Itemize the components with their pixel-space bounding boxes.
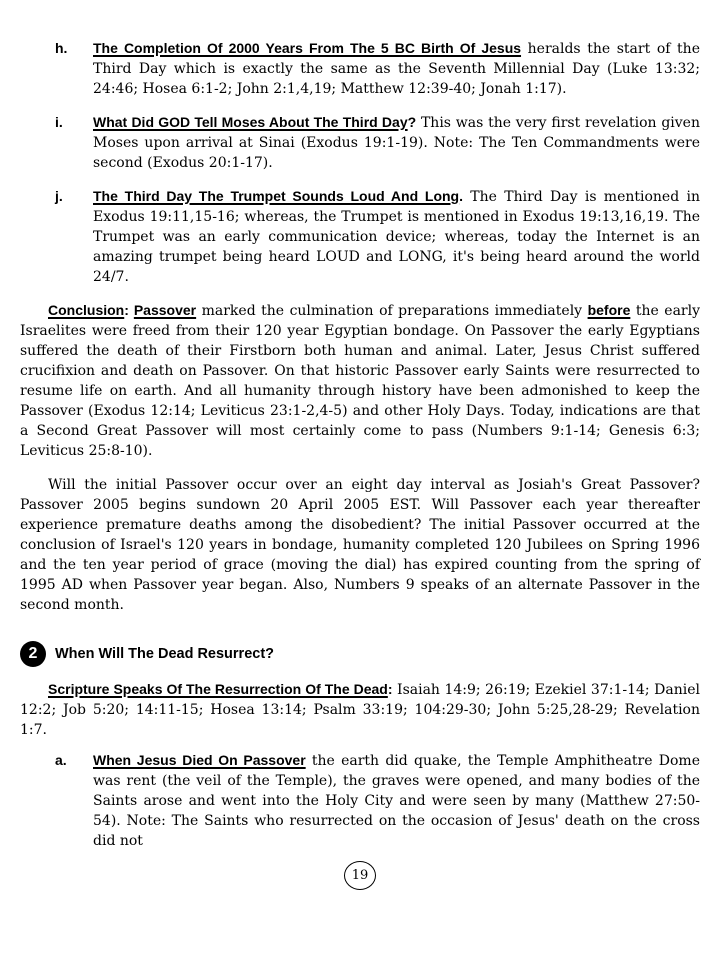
scripture-lead: Scripture Speaks Of The Resurrection Of The Dead (48, 681, 388, 697)
item-h-heading: The Completion Of 2000 Years From The 5 BC Birth Of Jesus (93, 40, 522, 56)
section-title: When Will The Dead Resurrect? (55, 646, 275, 662)
will-passover-paragraph: Will the initial Passover occur over an eight day interval as Josiah's Great Passover? Passover 2005 begins sundown 20 April 2005 EST. Will Passover each year thereafter experience premature deaths among the disobedient? The initial Passover occurred at the conclusion of Israel's 120 years in bondage, humanity completed 120 Jubilees on Spring 1996 and the ten year period of grace (moving the dial) has expired counting from the spring of 1995 AD when Passover year began. Also, Numbers 9 speaks of an alternate Passover in the second month. (20, 477, 700, 613)
item-j-body: The Third Day is mentioned in Exodus 19:11,15-16; whereas, the Trumpet is mentioned in Exodus 19:13,16,19. The Trumpet was an early communication device; whereas, today the Internet is an amazing trumpet being heard LOUD and LONG, it's being heard around the world 24/7. (93, 189, 700, 285)
conclusion-body-1: marked the culmination of preparations immediately (196, 303, 588, 319)
item-j-label: j. (55, 188, 63, 204)
item-j-text (93, 186, 700, 287)
item-i-label: i. (55, 114, 63, 130)
conclusion-body-2: the early Israelites were freed from their 120 year Egyptian bondage. On Passover the early Egyptians suffered the death of their Firstborn both human and animal. Later, Jesus Christ suffered crucifixion and death on Passover. On that historic Passover early Saints were resurrected to resume life on earth. And all humanity through history have been admonished to keep the Passover (Exodus 12:14; Leviticus 23:1-2,4-5) and other Holy Days. Today, indications are that a Second Great Passover will most certainly come to pass (Numbers 9:1-14; Genesis 6:3; Leviticus 25:8-10). (20, 303, 700, 459)
conclusion-paragraph (20, 300, 700, 461)
item-j-heading: The Third Day The Trumpet Sounds Loud And Long (93, 188, 460, 204)
conclusion-before-lead: before (587, 302, 631, 318)
item-a-label: a. (55, 752, 67, 768)
item-i-body: This was the very first revelation given Moses upon arrival at Sinai (Exodus 19:1-19). Note: The Ten Commandments were second (Exodus 20:1-17). (93, 115, 700, 171)
scripture-paragraph (20, 679, 700, 740)
item-i-heading-suffix: ? (407, 114, 417, 130)
conclusion-separator: : (124, 302, 134, 318)
list-item-a (20, 750, 700, 851)
conclusion-lead: Conclusion (48, 302, 125, 318)
page-number-badge (344, 861, 376, 890)
item-a-heading: When Jesus Died On Passover (93, 752, 306, 768)
section-number: 2 (28, 645, 38, 662)
scripture-separator: : (387, 681, 393, 697)
item-a-body: the earth did quake, the Temple Amphitheatre Dome was rent (the veil of the Temple), the graves were opened, and many bodies of the Saints arose and went into the Holy City and were seen by many (Matthew 27:50-54). Note: The Saints who resurrected on the occasion of Jesus' death on the cross did not (93, 753, 700, 849)
item-i-text (93, 112, 700, 173)
item-j-heading-suffix: . (459, 188, 463, 204)
scripture-body: Isaiah 14:9; 26:19; Ezekiel 37:1-14; Daniel 12:2; Job 5:20; 14:11-15; Hosea 13:14; Psalm 33:19; 104:29-30; John 5:25,28-29; Revelation 1:7. (20, 682, 700, 738)
section-2-heading (20, 641, 700, 667)
item-a-text (93, 750, 700, 851)
list-item-i (20, 112, 700, 173)
item-h-label: h. (55, 40, 68, 56)
item-i-heading: What Did GOD Tell Moses About The Third Day (93, 114, 408, 130)
list-item-j (20, 186, 700, 287)
item-h-text (93, 38, 700, 99)
list-item-h (20, 38, 700, 99)
section-number-badge (20, 641, 46, 667)
page-number: 19 (351, 868, 369, 883)
item-h-body: heralds the start of the Third Day which is exactly the same as the Seventh Millennial Day (Luke 13:32; 24:46; Hosea 6:1-2; John 2:1,4,19; Matthew 12:39-40; Jonah 1:17). (93, 41, 700, 97)
conclusion-passover-lead: Passover (133, 302, 197, 318)
